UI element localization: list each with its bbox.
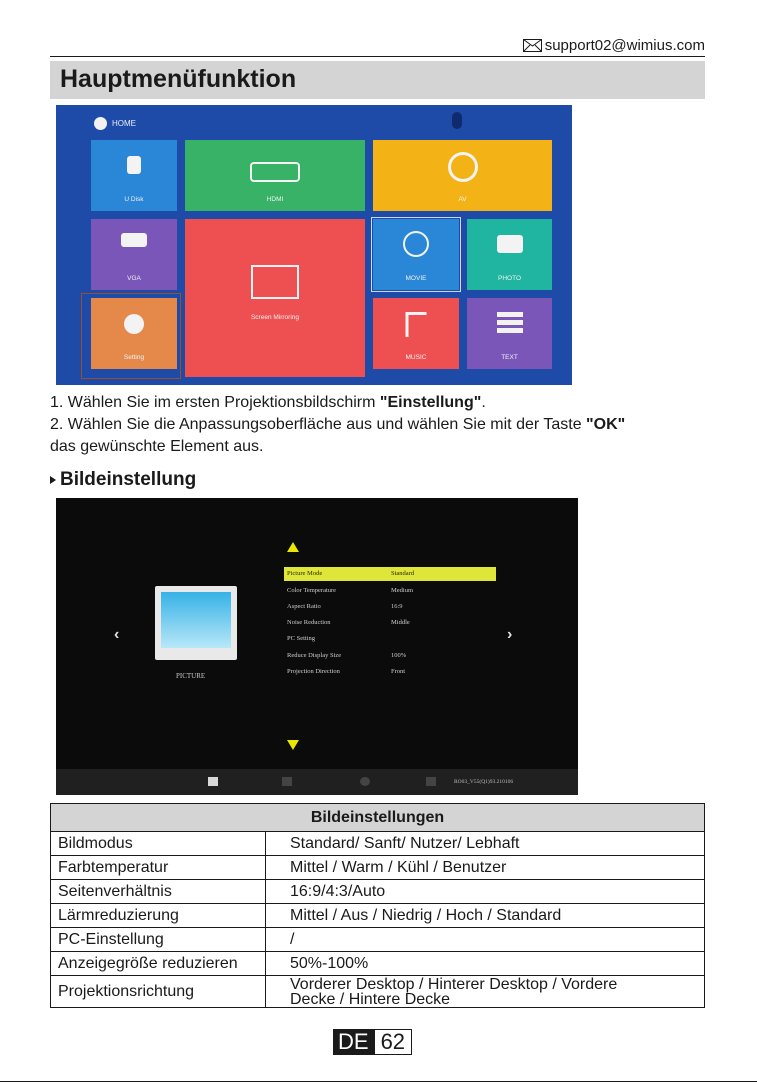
chevron-left-icon: ‹ (114, 626, 120, 643)
table-row (51, 976, 705, 1008)
tile-screen-mirroring (185, 219, 365, 377)
section-heading (50, 469, 196, 491)
table-cell-label: PC-Einstellung (51, 928, 266, 952)
movie-focus-box (371, 217, 461, 292)
table-cell-value: Mittel / Aus / Niedrig / Hoch / Standard (266, 904, 705, 928)
instruction-2: 2. Wählen Sie die Anpassungsoberfläche aus und wählen Sie mit der Taste "OK" (50, 416, 626, 433)
tile-hdmi (185, 140, 365, 211)
tile-av (373, 140, 552, 211)
email-contact[interactable] (523, 37, 705, 54)
tile-photo (467, 219, 552, 290)
tile-label: PHOTO (498, 275, 521, 282)
tile-label: U Disk (124, 196, 144, 203)
table-cell-value: Standard/ Sanft/ Nutzer/ Lebhaft (266, 832, 705, 856)
sound-tab-icon (282, 777, 292, 786)
table-row (51, 952, 705, 976)
tile-text (467, 298, 552, 369)
instruction-1-keyword: "Einstellung" (379, 394, 482, 411)
tv-icon (155, 586, 237, 660)
table-cell-label: Farbtemperatur (51, 856, 266, 880)
table-row (51, 880, 705, 904)
arrow-down-icon (287, 740, 299, 750)
menu-bottom-bar (56, 769, 578, 795)
top-rule (50, 56, 705, 57)
home-label: HOME (112, 119, 136, 128)
bottom-rule (0, 1081, 757, 1082)
envelope-icon (523, 39, 542, 52)
hdmi-icon (250, 162, 300, 182)
page-title: Hauptmenüfunktion (60, 65, 297, 93)
firmware-version: RO03_V55(Q1)93.210106 (454, 779, 514, 785)
usb-icon (127, 156, 141, 174)
table-cell-value: 50%-100% (266, 952, 705, 976)
menu-row: PC Setting (287, 635, 315, 642)
bullet-triangle-icon (50, 476, 56, 484)
tile-u-disk (91, 140, 177, 211)
tile-label: MOVIE (405, 275, 427, 282)
music-icon (406, 312, 427, 337)
vga-icon (121, 233, 147, 247)
table-cell-label: Seitenverhältnis (51, 880, 266, 904)
bluetooth-icon (452, 112, 462, 129)
home-icon (94, 117, 107, 130)
table-cell-value: 16:9/4:3/Auto (266, 880, 705, 904)
av-icon (448, 152, 478, 182)
table-cell-label: Projektionsrichtung (51, 976, 266, 1008)
table-cell-value: / (266, 928, 705, 952)
camera-icon (497, 235, 523, 253)
instruction-2-keyword: "OK" (586, 416, 626, 433)
menu-row: Aspect Ratio 16:9 (287, 603, 403, 610)
table-header-row (51, 804, 705, 832)
table-cell-label: Lärmreduzierung (51, 904, 266, 928)
menu-row: Reduce Display Size 100% (287, 652, 407, 659)
menu-row: Picture Mode Standard (284, 567, 496, 581)
picture-tab-icon (208, 777, 218, 786)
arrow-up-icon (287, 542, 299, 552)
instruction-1: 1. Wählen Sie im ersten Projektionsbildschirm "Einstellung". (50, 394, 486, 411)
tile-label: HDMI (266, 196, 284, 203)
tile-label: AV (458, 196, 467, 203)
table-cell-value: Vorderer Desktop / Hinterer Desktop / Vordere Decke / Hintere Decke (266, 976, 705, 1008)
settings-table (50, 803, 705, 1008)
title-bar (50, 61, 705, 99)
table-row (51, 856, 705, 880)
language-code: DE (333, 1029, 374, 1055)
page-number-badge (333, 1029, 412, 1055)
menu-row: Projection Direction Front (287, 668, 406, 675)
setting-focus-box (81, 293, 181, 379)
table-cell-label: Bildmodus (51, 832, 266, 856)
chevron-right-icon: › (507, 626, 513, 643)
home-header (94, 117, 136, 130)
option-tab-icon (426, 777, 436, 786)
tile-label: Setting (123, 354, 145, 361)
email-text: support02@wimius.com (544, 37, 705, 54)
tile-music (373, 298, 459, 369)
table-row (51, 832, 705, 856)
time-tab-icon (360, 777, 370, 786)
section-heading-text: Bildeinstellung (60, 469, 197, 490)
tile-label: MUSIC (405, 354, 427, 361)
tile-label: TEXT (501, 354, 518, 361)
home-screen-image (56, 105, 572, 385)
table-cell-label: Anzeigegröße reduzieren (51, 952, 266, 976)
picture-menu-image (56, 498, 578, 795)
instruction-2-continued: das gewünschte Element aus. (50, 438, 264, 455)
tile-vga (91, 219, 177, 290)
page-number: 62 (374, 1029, 412, 1055)
menu-row: Color Temperature Medium (287, 587, 414, 594)
tile-label: Screen Mirroring (250, 314, 300, 321)
tv-label: PICTURE (176, 672, 206, 680)
table-header: Bildeinstellungen (51, 804, 705, 832)
table-cell-value: Mittel / Warm / Kühl / Benutzer (266, 856, 705, 880)
tile-label: VGA (127, 275, 141, 282)
screen-mirroring-icon (251, 265, 299, 299)
table-row (51, 928, 705, 952)
text-icon (497, 312, 523, 334)
table-row (51, 904, 705, 928)
menu-row: Noise Reduction Middle (287, 619, 410, 626)
